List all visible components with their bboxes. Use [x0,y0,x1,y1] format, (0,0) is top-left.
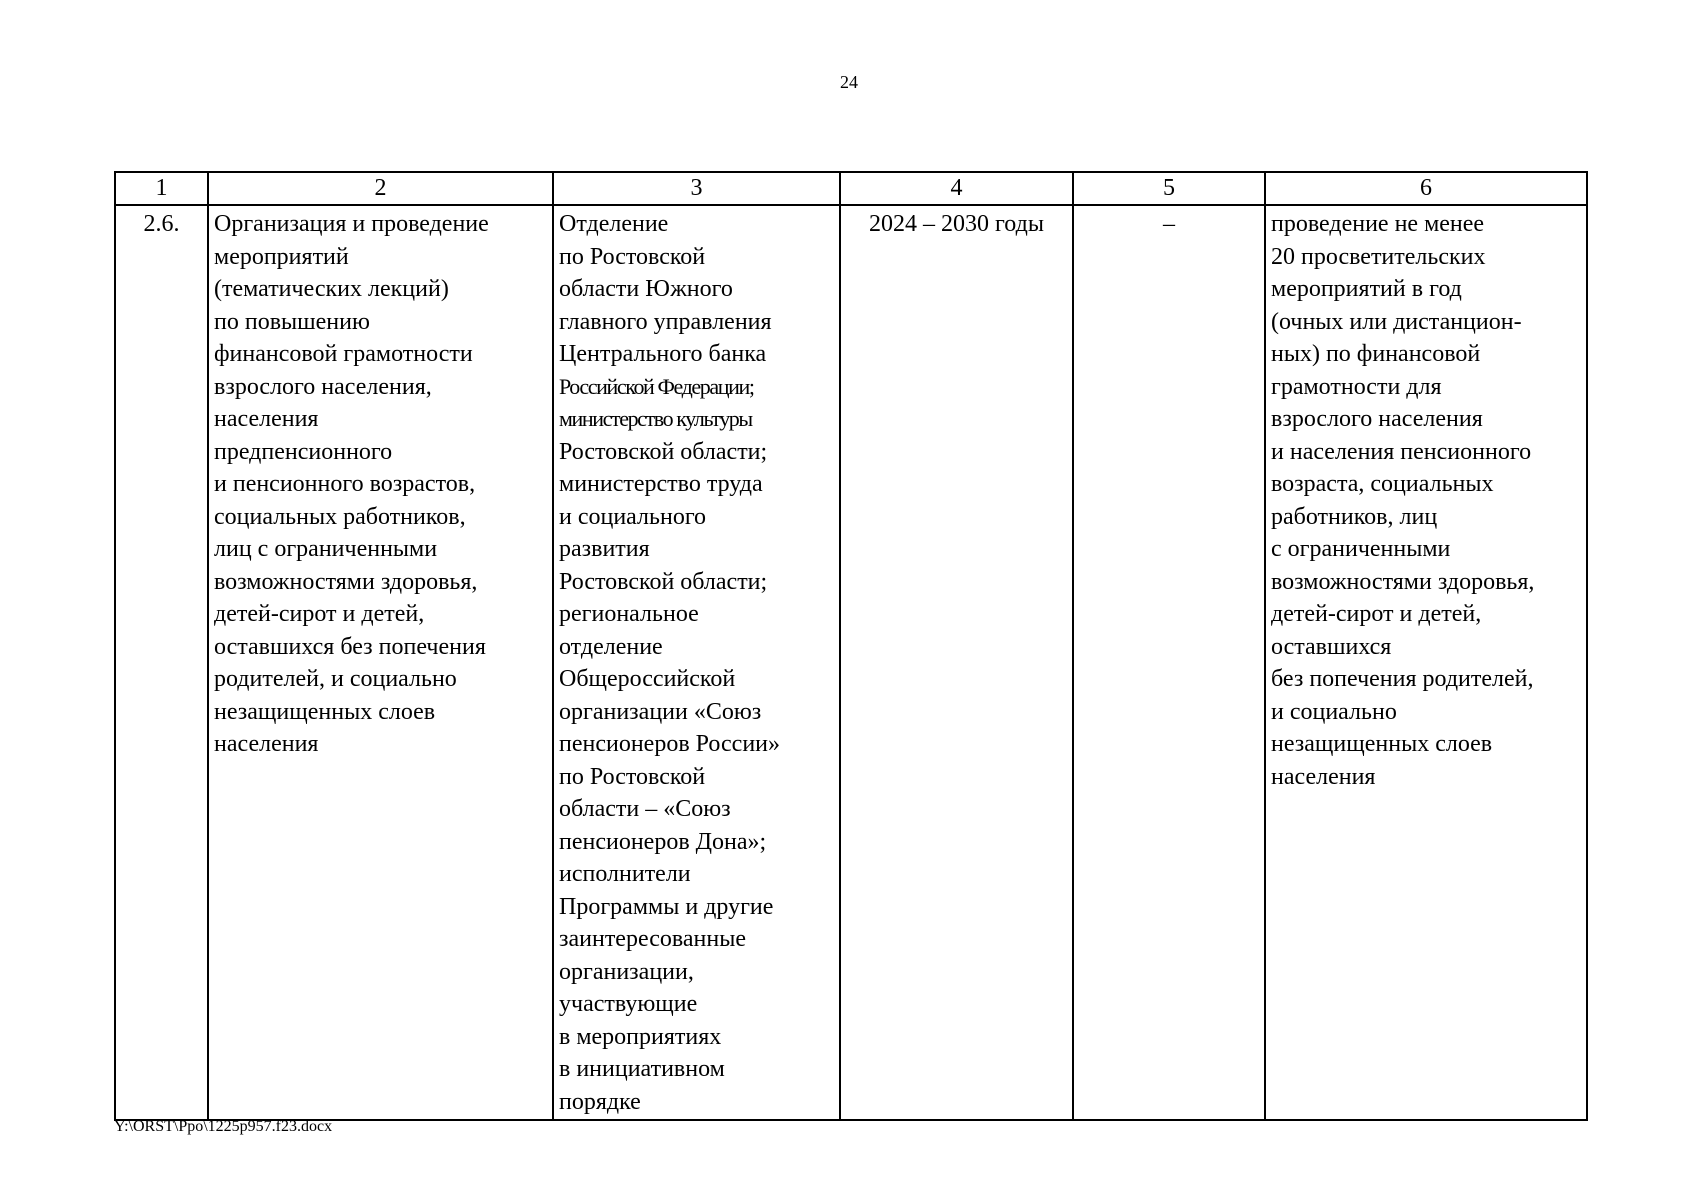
result-line: незащищенных слоев [1271,731,1493,757]
executor-line: порядке [559,1088,641,1115]
column-number: 5 [1073,172,1265,205]
executor-line: области – «Союз [559,796,731,822]
column-number: 3 [553,172,840,205]
result-line: детей-сирот и детей, [1271,601,1482,627]
column-numbers-row [115,172,1587,205]
activity-line: и пенсионного возрастов, [214,471,476,497]
measures-table [114,171,1588,1121]
result-line: работников, лиц [1271,503,1438,530]
table-row [115,205,1587,1120]
activity-line: (тематических лекций) [214,276,449,302]
executor-line: министерство труда [559,471,763,497]
activity-line: населения [214,406,319,432]
executor-line: и социального [559,503,707,530]
activity-line: лиц с ограниченными [214,536,438,562]
executor-line: Ростовской области; [559,568,768,595]
result-line: мероприятий в год [1271,276,1462,302]
executor-line: в мероприятиях [559,1023,722,1050]
result-line: проведение не менее [1271,211,1485,237]
executor-line: отделение [559,633,663,660]
result-line: ных) по финансовой [1271,341,1481,367]
executor-line: Центрального банка [559,341,767,367]
result-line: без попечения родителей, [1271,666,1534,692]
column-number: 6 [1265,172,1587,205]
result-line: и населения пенсионного [1271,438,1532,465]
executor-line: главного управления [559,308,772,335]
result-cell [1265,205,1587,1120]
executor-line: по Ростовской [559,763,706,790]
activity-line: оставшихся без попечения [214,633,486,660]
executor-line: заинтересованные [559,926,746,952]
activity-line: мероприятий [214,243,349,270]
column-number: 1 [115,172,208,205]
activity-line: детей-сирот и детей, [214,601,425,627]
column-number: 4 [840,172,1073,205]
executor-line: по Ростовской [559,243,706,270]
result-line: населения [1271,763,1376,790]
activity-line: Организация и проведение [214,211,489,237]
result-line: оставшихся [1271,633,1392,660]
executor-line: Отделение [559,211,669,237]
executor-line: организации, [559,958,694,985]
result-line: и социально [1271,698,1397,725]
column-number: 2 [208,172,553,205]
executor-line: региональное [559,601,699,627]
executor-cell [553,205,840,1120]
result-line: взрослого населения [1271,406,1483,432]
activity-line: возможностями здоровья, [214,568,478,595]
result-line: возможностями здоровья, [1271,568,1535,595]
executor-line: Программы и другие [559,893,774,920]
executor-line: Ростовской области; [559,438,768,465]
executor-line: развития [559,536,650,562]
executor-line: министерство культуры [559,406,752,431]
item-number: 2.6. [115,205,208,1120]
executor-line: в инициативном [559,1056,725,1082]
activity-line: предпенсионного [214,438,393,465]
executor-line: исполнители [559,861,691,887]
activity-line: финансовой грамотности [214,341,473,367]
activity-cell [208,205,553,1120]
source-cell: – [1073,205,1265,1120]
activity-line: по повышению [214,308,370,335]
file-path: Y:\ORST\Ppo\1225p957.f23.docx [114,1118,333,1135]
result-line: грамотности для [1271,373,1442,400]
executor-line: Российской Федерации; [559,373,754,399]
executor-line: Общероссийской [559,666,736,692]
activity-line: незащищенных слоев [214,698,436,725]
executor-line: пенсионеров Дона»; [559,828,767,855]
page-number: 24 [840,72,858,92]
result-line: (очных или дистанцион- [1271,308,1522,335]
activity-line: взрослого населения, [214,373,432,400]
executor-line: области Южного [559,276,733,302]
executor-line: организации «Союз [559,698,762,725]
term-cell: 2024 – 2030 годы [840,205,1073,1120]
activity-line: родителей, и социально [214,666,457,692]
activity-line: населения [214,731,319,757]
result-line: возраста, социальных [1271,471,1494,497]
executor-line: пенсионеров России» [559,731,781,757]
result-line: 20 просветительских [1271,243,1486,270]
activity-line: социальных работников, [214,503,466,530]
result-line: с ограниченными [1271,536,1451,562]
executor-line: участвующие [559,991,698,1017]
